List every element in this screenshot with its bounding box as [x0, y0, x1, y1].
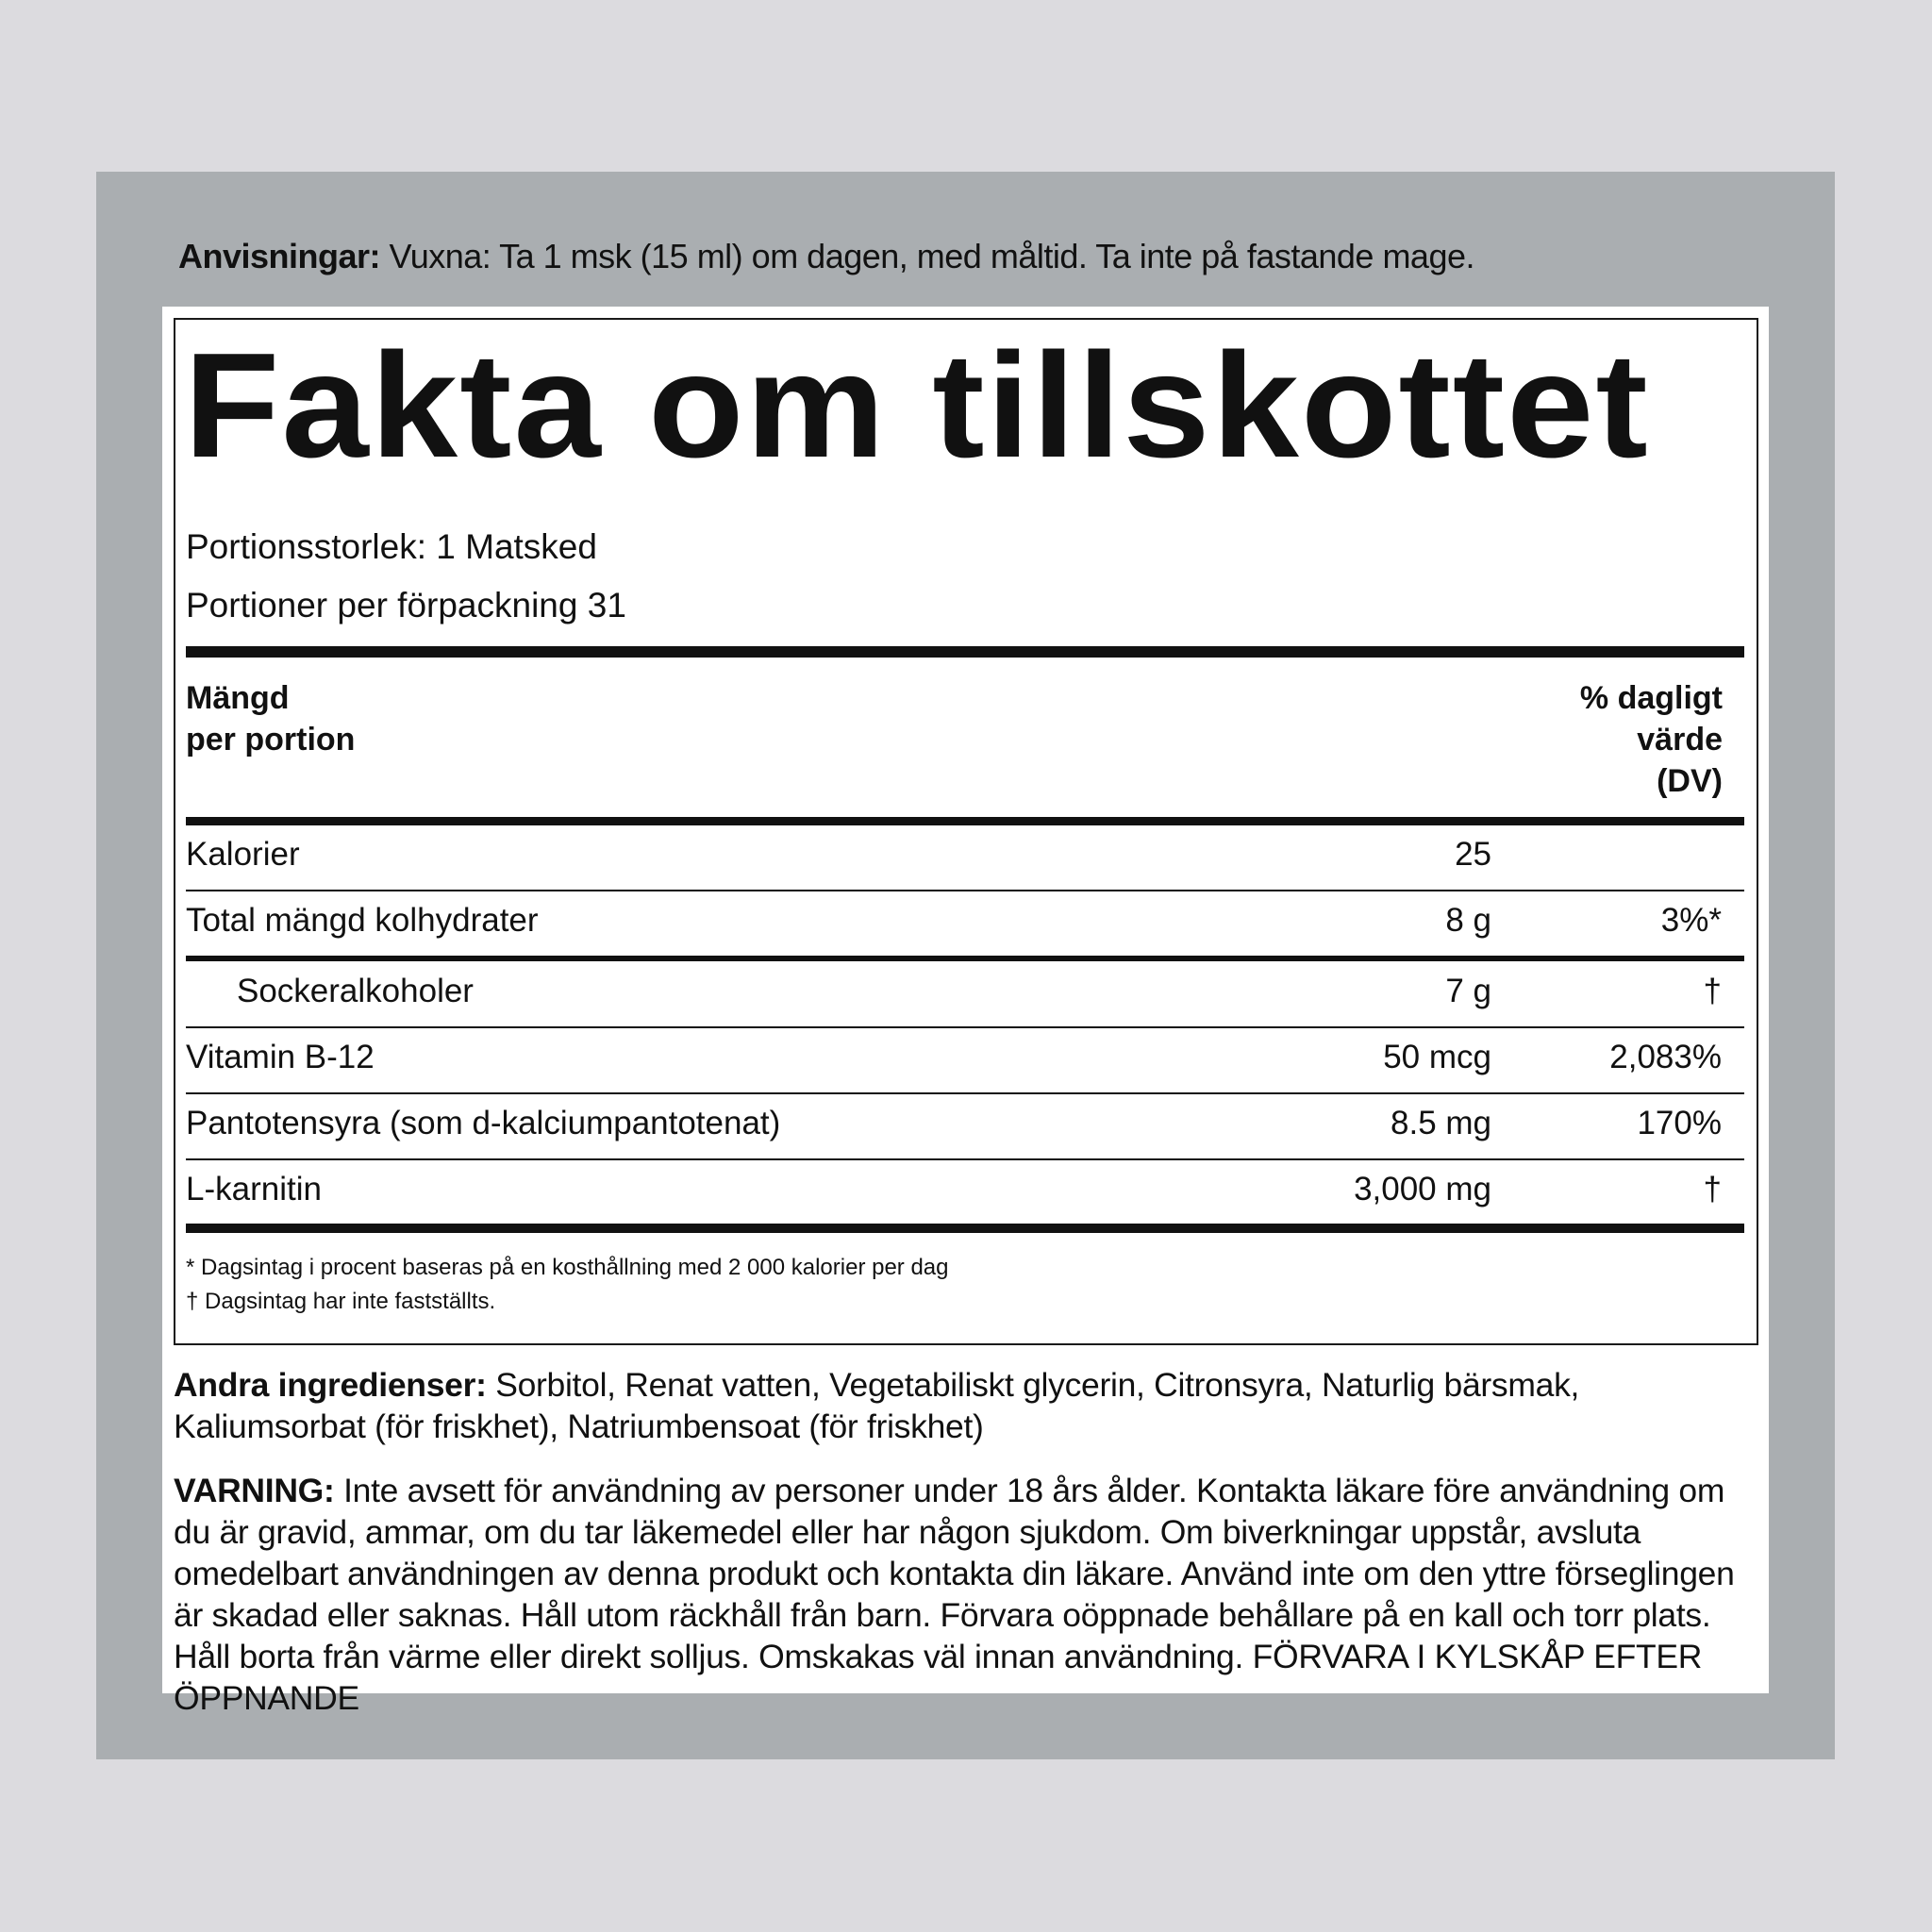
nutrient-amount: 25: [1455, 836, 1491, 873]
nutrient-dv: 3%*: [1660, 902, 1722, 939]
nutrient-row: [186, 822, 1744, 888]
other-ingredients-text: Sorbitol, Renat vatten, Vegetabiliskt glycerin, Citronsyra, Naturlig bärsmak, Kaliumsorbat (för friskhet), Natriumbensoat (för friskhet): [174, 1366, 1580, 1445]
nutrient-dv: 170%: [1637, 1105, 1722, 1141]
nutrient-name: Kalorier: [186, 836, 300, 873]
header-dv-line2: värde: [1637, 722, 1723, 758]
nutrient-amount: 7 g: [1445, 973, 1491, 1009]
other-ingredients: [174, 1364, 1758, 1447]
directions: [178, 234, 1474, 279]
header-dv-line3: (DV): [1657, 763, 1723, 799]
other-ingredients-label: Andra ingredienser:: [174, 1366, 487, 1404]
header-dv-line1: % dagligt: [1579, 680, 1723, 716]
nutrient-dv: †: [1703, 1171, 1722, 1208]
directions-label: Anvisningar:: [178, 237, 381, 275]
warning: [174, 1470, 1758, 1719]
nutrient-dv: 2,083%: [1609, 1039, 1722, 1075]
header-amount-line2: per portion: [186, 722, 356, 758]
nutrient-name: Vitamin B-12: [186, 1039, 375, 1075]
warning-label: VARNING:: [174, 1472, 335, 1509]
nutrient-row: [186, 1024, 1744, 1091]
servings-per-container: Portioner per förpackning 31: [186, 586, 626, 625]
footnote-not-established: † Dagsintag har inte fastställts.: [186, 1289, 496, 1314]
divider-bottom: [186, 1224, 1744, 1233]
nutrient-row: [186, 1091, 1744, 1157]
header-amount-line1: Mängd: [186, 680, 290, 716]
nutrient-amount: 8 g: [1445, 902, 1491, 939]
nutrient-row: [186, 888, 1744, 954]
footnote-daily-value: * Dagsintag i procent baseras på en kosthållning med 2 000 kalorier per dag: [186, 1255, 949, 1280]
nutrient-row: [186, 1157, 1744, 1223]
nutrient-amount: 50 mcg: [1383, 1039, 1491, 1075]
nutrient-amount: 3,000 mg: [1354, 1171, 1491, 1208]
directions-text: Vuxna: Ta 1 msk (15 ml) om dagen, med måltid. Ta inte på fastande mage.: [380, 237, 1474, 275]
facts-title: Fakta om tillskottet: [184, 323, 1650, 489]
nutrient-name: Total mängd kolhydrater: [186, 902, 539, 939]
warning-text: Inte avsett för användning av personer under 18 års ålder. Kontakta läkare före användning om du är gravid, ammar, om du tar läkemedel eller har någon sjukdom. Om biverkningar uppstår, avsluta omedelbart användningen av denna produkt och kontakta din läkare. Använd inte om den yttre förseglingen är skadad eller saknas. Håll utom räckhåll från barn. Förvara oöppnade behållare på en kall och torr plats. Håll borta från värme eller direkt solljus. Omskakas väl innan användning. FÖRVARA I KYLSKÅP EFTER ÖPPNANDE: [174, 1472, 1735, 1717]
nutrient-name: L-karnitin: [186, 1171, 322, 1208]
nutrient-dv: †: [1703, 973, 1722, 1009]
header-dv: [1580, 677, 1723, 802]
divider-top: [186, 646, 1744, 658]
nutrient-row: [186, 958, 1744, 1024]
header-amount: [186, 677, 355, 760]
nutrient-amount: 8.5 mg: [1391, 1105, 1491, 1141]
nutrient-name: Pantotensyra (som d-kalciumpantotenat): [186, 1105, 781, 1141]
nutrient-name: Sockeralkoholer: [237, 973, 474, 1009]
serving-size: Portionsstorlek: 1 Matsked: [186, 527, 597, 566]
